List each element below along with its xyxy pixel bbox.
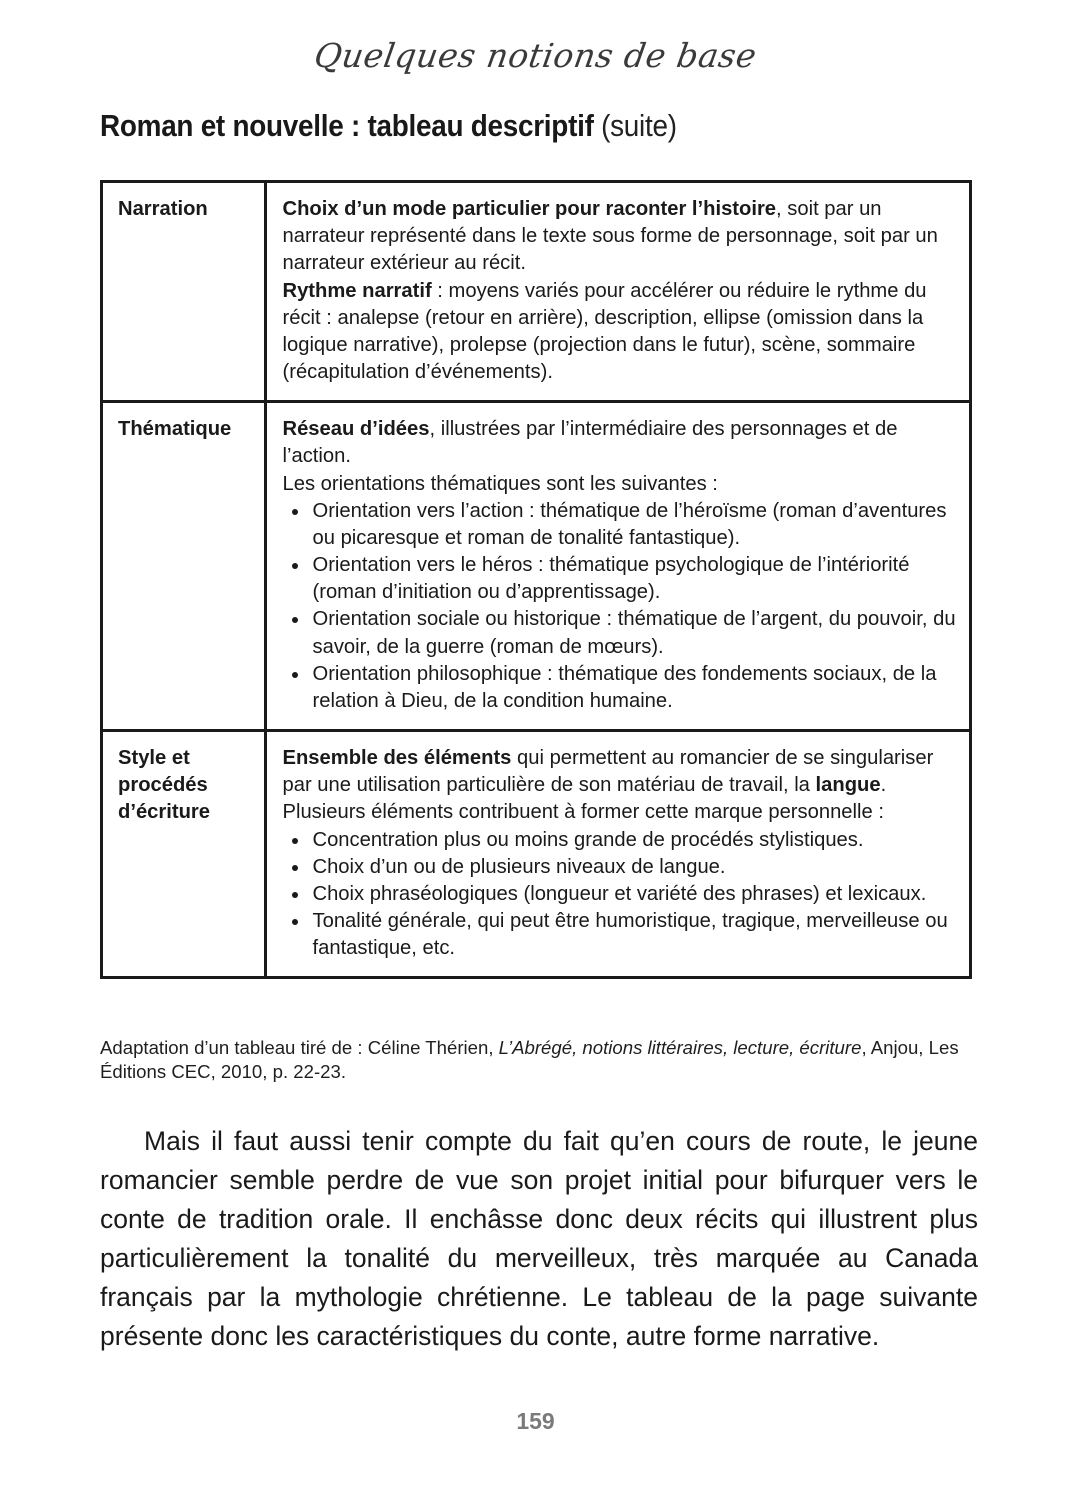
row-label-line: Thématique: [118, 418, 232, 441]
bullet-list: [283, 827, 958, 963]
list-item: Concentration plus ou moins grande de procédés stylistiques.: [283, 827, 958, 854]
source-before: Adaptation d’un tableau tiré de : Céline Thérien,: [100, 1037, 499, 1058]
row-content-narration: [265, 183, 969, 402]
list-item: Tonalité générale, qui peut être humoristique, tragique, merveilleuse ou fantastique, etc.: [283, 908, 958, 962]
paragraph: [283, 745, 958, 827]
body-text: qui permettent au romancier de se singulariser par une utilisation particulière de son matériau de travail, la: [282, 747, 934, 797]
descriptive-table: [100, 180, 972, 979]
row-label-thematique: [103, 402, 265, 731]
list-item: Choix phraséologiques (longueur et variété des phrases) et lexicaux.: [283, 881, 958, 908]
paragraph: [283, 278, 958, 387]
body-text: , illustrées par l’intermédiaire des personnages et de l’action.: [282, 418, 898, 468]
table-row: [103, 731, 969, 977]
list-item: Orientation sociale ou historique : thématique de l’argent, du pouvoir, du savoir, de la guerre (roman de mœurs).: [283, 606, 958, 660]
table-body: [103, 183, 969, 976]
body-text: Les orientations thématiques sont les suivantes :: [282, 472, 718, 495]
row-label-line: procédés: [118, 774, 208, 797]
row-content-thematique: [265, 402, 969, 731]
paragraph: [283, 196, 958, 278]
row-label-style-procedes: [103, 731, 265, 977]
running-head: Quelques notions de base: [311, 36, 760, 75]
row-content-style-procedes: [265, 731, 969, 977]
paragraph: [283, 416, 958, 470]
table-row: [103, 183, 969, 402]
row-label-narration: [103, 183, 265, 402]
lead-text: Réseau d’idées: [282, 418, 430, 441]
page-title-suffix: (suite): [601, 108, 677, 143]
lead-text-2: langue: [815, 774, 881, 797]
lead-text: Rythme narratif: [282, 279, 432, 302]
list-item: Orientation vers l’action : thématique de l’héroïsme (roman d’aventures ou picaresque et roman de tonalité fantastique).: [283, 498, 958, 552]
page-title: [100, 108, 677, 144]
source-after: , Anjou, Les Éditions CEC, 2010, p. 22-23.: [100, 1037, 959, 1083]
row-label-line: d’écriture: [118, 801, 210, 824]
paragraph: [283, 471, 958, 498]
list-item: Choix d’un ou de plusieurs niveaux de langue.: [283, 854, 958, 881]
bullet-list: [283, 498, 958, 715]
lead-text: Choix d’un mode particulier pour raconter l’histoire: [282, 198, 777, 220]
body-text: : moyens variés pour accélérer ou réduire le rythme du récit : analepse (retour en arrière), description, ellipse (omission dans la logique narrative), prolepse (projection dans le futur), scène, sommaire (récapitulation d’événements).: [282, 279, 927, 384]
row-label-line: Style et: [118, 747, 190, 770]
lead-text: Ensemble des éléments: [282, 747, 512, 770]
list-item: Orientation vers le héros : thématique psychologique de l’intériorité (roman d’initiation ou d’apprentissage).: [283, 552, 958, 606]
body-paragraph: Mais il faut aussi tenir compte du fait qu’en cours de route, le jeune romancier semble perdre de vue son projet initial pour bifurquer vers le conte de tradition orale. Il enchâsse donc deux récits qui illustrent plus particulièrement la tonalité du merveilleux, très marquée au Canada français par la mythologie chrétienne. Le tableau de la page suivante présente donc les caractéristiques du conte, autre forme narrative.: [100, 1126, 978, 1352]
source-title: L’Abrégé, notions littéraires, lecture, écriture: [498, 1037, 862, 1058]
body-text: , soit par un narrateur représenté dans le texte sous forme de personnage, soit par un narrateur extérieur au récit.: [282, 198, 938, 275]
row-label-line: Narration: [118, 198, 208, 220]
body-text-2: . Plusieurs éléments contribuent à former cette marque personnelle :: [282, 774, 887, 824]
source-citation: [100, 1036, 972, 1084]
page-title-main: Roman et nouvelle : tableau descriptif: [100, 108, 594, 143]
table-row: [103, 402, 969, 731]
page-number: 159: [516, 1408, 555, 1434]
list-item: Orientation philosophique : thématique des fondements sociaux, de la relation à Dieu, de la condition humaine.: [283, 661, 958, 715]
